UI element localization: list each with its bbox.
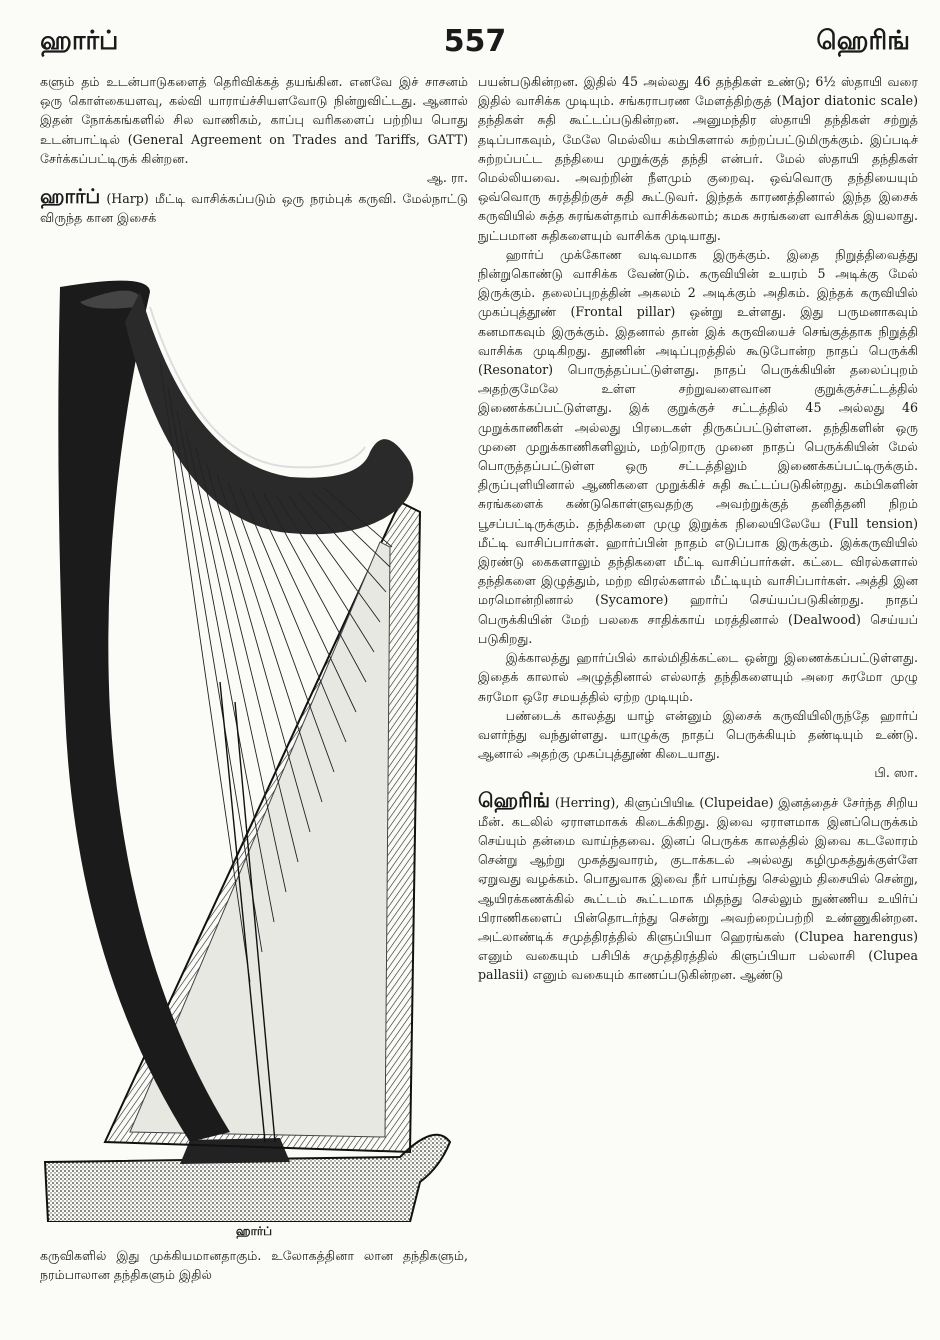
harp-history-paragraph: பண்டைக் காலத்து யாழ் என்னும் இசைக் கருவியிலிருந்தே ஹார்ப் வளர்ந்து வந்துள்ளது. யாழுக்கு நாதப் பெருக்கியும் தண்டியும் உண்டு. ஆனால் அதற்கு முகப்புத்தூண் கிடையாது. [478,707,918,762]
harp-structure-paragraph: ஹார்ப் முக்கோண வடிவமாக இருக்கும். இதை நிறுத்திவைத்து நின்றுகொண்டு வாசிக்க வேண்டும். கருவியின் உயரம் 5 அடிக்கு மேல் இருக்கும். தலைப்புறத்தின் அகலம் 2 அடிக்கும் அதிகம். இந்தக் கருவியில் முகப்புத்தூண் (Frontal pillar) ஒன்று உள்ளது. இது பருமனாகவும் கனமாகவும் இருக்கும். இதனால் தான் இக் கருவியைச் செங்குத்தாக நிறுத்தி வாசிக்க முடிகிறது. தூணின் அடிப்புறத்தில் கூடுபோன்ற நாதப் பெருக்கி (Resonator) பொருத்தப்பட்டுள்ளது. நாதப் பெருக்கியின் தலைப்புறம் அதற்குமேலே உள்ள சற்றுவளைவான குறுக்குச்சட்டத்தில் இணைக்கப்பட்டுள்ளது. இக் குறுக்குச் சட்டத்தில் 45 அல்லது 46 முறுக்காணிகள் அல்லது பிரடைகள் திருகப்பட்டுள்ளன. தந்திகளின் ஒரு முனை முறுக்காணிகளிலும், மற்றொரு முனை நாதப் பெருக்கியின் மேல் பொருத்தப்பட்டுள்ள ஒரு சட்டத்திலும் இணைக்கப்பட்டிருக்கும். திருப்புளியினால் ஆணிகளை முறுக்கிச் சுதி கூட்டப்படுகின்றது. கம்பிகளின் சுரங்களைக் கண்டுகொள்ளுவதற்கு அவற்றுக்குத் தனித்தனி நிறம் பூசப்பட்டிருக்கும். தந்திகளை முழு இறுக்க நிலையிலேயே (Full tension) மீட்டி வாசிப்பார்கள். ஹார்ப்பின் நாதம் எடுப்பாக இருக்கும். இக்கருவியில் இரண்டு கைகளாலும் தந்திகளை மீட்டி வாசிப்பார்கள். கட்டை விரல்களால் தந்திகளை இழுத்தும், மற்ற விரல்களால் மீட்டியும் வாசிப்பார்கள். அத்தி இன மரமொன்றினால் (Sycamore) ஹார்ப் செய்யப்படுகின்றது. நாதப் பெருக்கியின் மேற் பலகை சாதிக்காய் மரத்தினால் (Dealwood) செய்யப் படுகிறது. [478,246,918,646]
harp-drawing [40,262,468,1222]
left-column [40,72,468,228]
running-head-left: ஹார்ப் [40,26,119,56]
left-column-continuation: கருவிகளில் இது முக்கியமானதாகும். உலோகத்தினா லான தந்திகளும், நரம்பாலான தந்திகளும் இதில் [40,1248,468,1283]
harp-strings-paragraph: பயன்படுகின்றன. இதில் 45 அல்லது 46 தந்திகள் உண்டு; 6½ ஸ்தாயி வரை இதில் வாசிக்க முடியும். சங்கராபரண மேளத்திற்குத் (Major diatonic scale) தந்திகள் சுதி கூட்டப்படுகின்றன. அனுமந்திர ஸ்தாயி தந்திகள் சற்றுத் தடிப்பாகவும், மேலே மெல்லிய கம்பிகளால் சுற்றப்பட்டுமிருக்கும். இப்படிச் சுற்றப்பட்ட தந்தியை முறுக்குத் தந்தி என்பர். மேல் ஸ்தாயி தந்திகள் மெல்லியவை. அவற்றின் நீளமும் குறைவு. ஒவ்வொரு தந்தியையும் ஒவ்வொரு சுரத்திற்குச் சுதி கூட்டுவர். இந்தக் காரணத்தினால் இந்த இசைக் கருவியில் சுத்த சுரங்கள்தாம் வாசிக்கலாம்; கமக சுரங்களை வாசிக்க இயலாது. நுட்பமான சுதிகளையும் வாசிக்க முடியாது. [478,74,918,243]
harp-pedal-paragraph: இக்காலத்து ஹார்ப்பில் கால்மிதிக்கட்டை ஒன்று இணைக்கப்பட்டுள்ளது. இதைக் காலால் அழுத்தினால் எல்லாத் தந்திகளையும் அரை சுரமோ முழு சுரமோ ஒரே சமயத்தில் ஏற்ற முடியும். [478,650,918,704]
harp-illustration [40,262,468,1230]
harp-entry-term: ஹார்ப் [40,184,101,209]
harp-entry-definition: மீட்டி வாசிக்கப்படும் ஒரு நரம்புக் கருவி. மேல்நாட்டு விருந்த கான இசைக் [40,191,469,226]
herring-entry-term: ஹெரிங் [478,787,550,812]
page-number: 557 [443,24,507,59]
harp-entry-latin: (Harp) [106,191,149,207]
harp-entry-intro [40,184,469,227]
page-header [40,22,910,62]
figure-caption: ஹார்ப் [235,1224,273,1238]
author-initials-harp: பி. ஸா. [874,765,918,781]
author-initials-gatt: ஆ. ரா. [426,170,468,186]
herring-entry-latin: (Herring), [554,794,620,810]
running-head-right: ஹெரிங் [816,26,910,56]
harp-neck [125,292,413,534]
gatt-paragraph: களும் தம் உடன்பாடுகளைத் தெரிவிக்கத் தயங்கின. எனவே இச் சாசனம் ஒரு கொள்கையளவு, கல்வி யாராய்ச்சியளவோடு நின்றுவிட்டது. ஆனால் இதன் நோக்கங்களில் சில வாணிகம், காப்பு வரிகளைப் பற்றிய பொது உடன்பாட்டில் (General Agreement on Trades and Tariffs, GATT) சேர்க்கப்பட்டிருக் கின்றன. [40,74,468,166]
herring-entry-definition: கிளுப்பியிடீ (Clupeidae) இனத்தைச் சேர்ந்த சிறிய மீன். கடலில் ஏராளமாகக் கிடைக்கிறது. இவை ஏராளமாக இனப்பெருக்கம் செய்யும் தன்மை வாய்ந்தவை. இனப் பெருக்க காலத்தில் இவை கடலோரம் சென்று ஆற்று முகத்துவாரம், குடாக்கடல் அல்லது கழிமுகத்துக்குள்ளே ஏறுவது வழக்கம். பொதுவாக இவை நீர் பாய்ந்து செல்லும் திசையில் சென்று, ஆயிரக்கணக்கில் கூட்டம் கூட்டமாக மிதந்து செல்லும் நுண்ணிய உயிர்ப் பிராணிகளைப் பின்தொடர்ந்து சென்று அவற்றைப்பற்றி உண்ணுகின்றன. அட்லாண்டிக் சமுத்திரத்தில் கிளுப்பியா ஹெரங்கஸ் (Clupea harengus) எனும் வகையும் பசிபிக் சமுத்திரத்தில் கிளுப்பியா பல்லாசி (Clupea pallasii) எனும் வகையும் காணப்படுகின்றன. ஆண்டு [478,794,918,983]
right-column [478,72,918,985]
herring-entry [478,787,918,985]
